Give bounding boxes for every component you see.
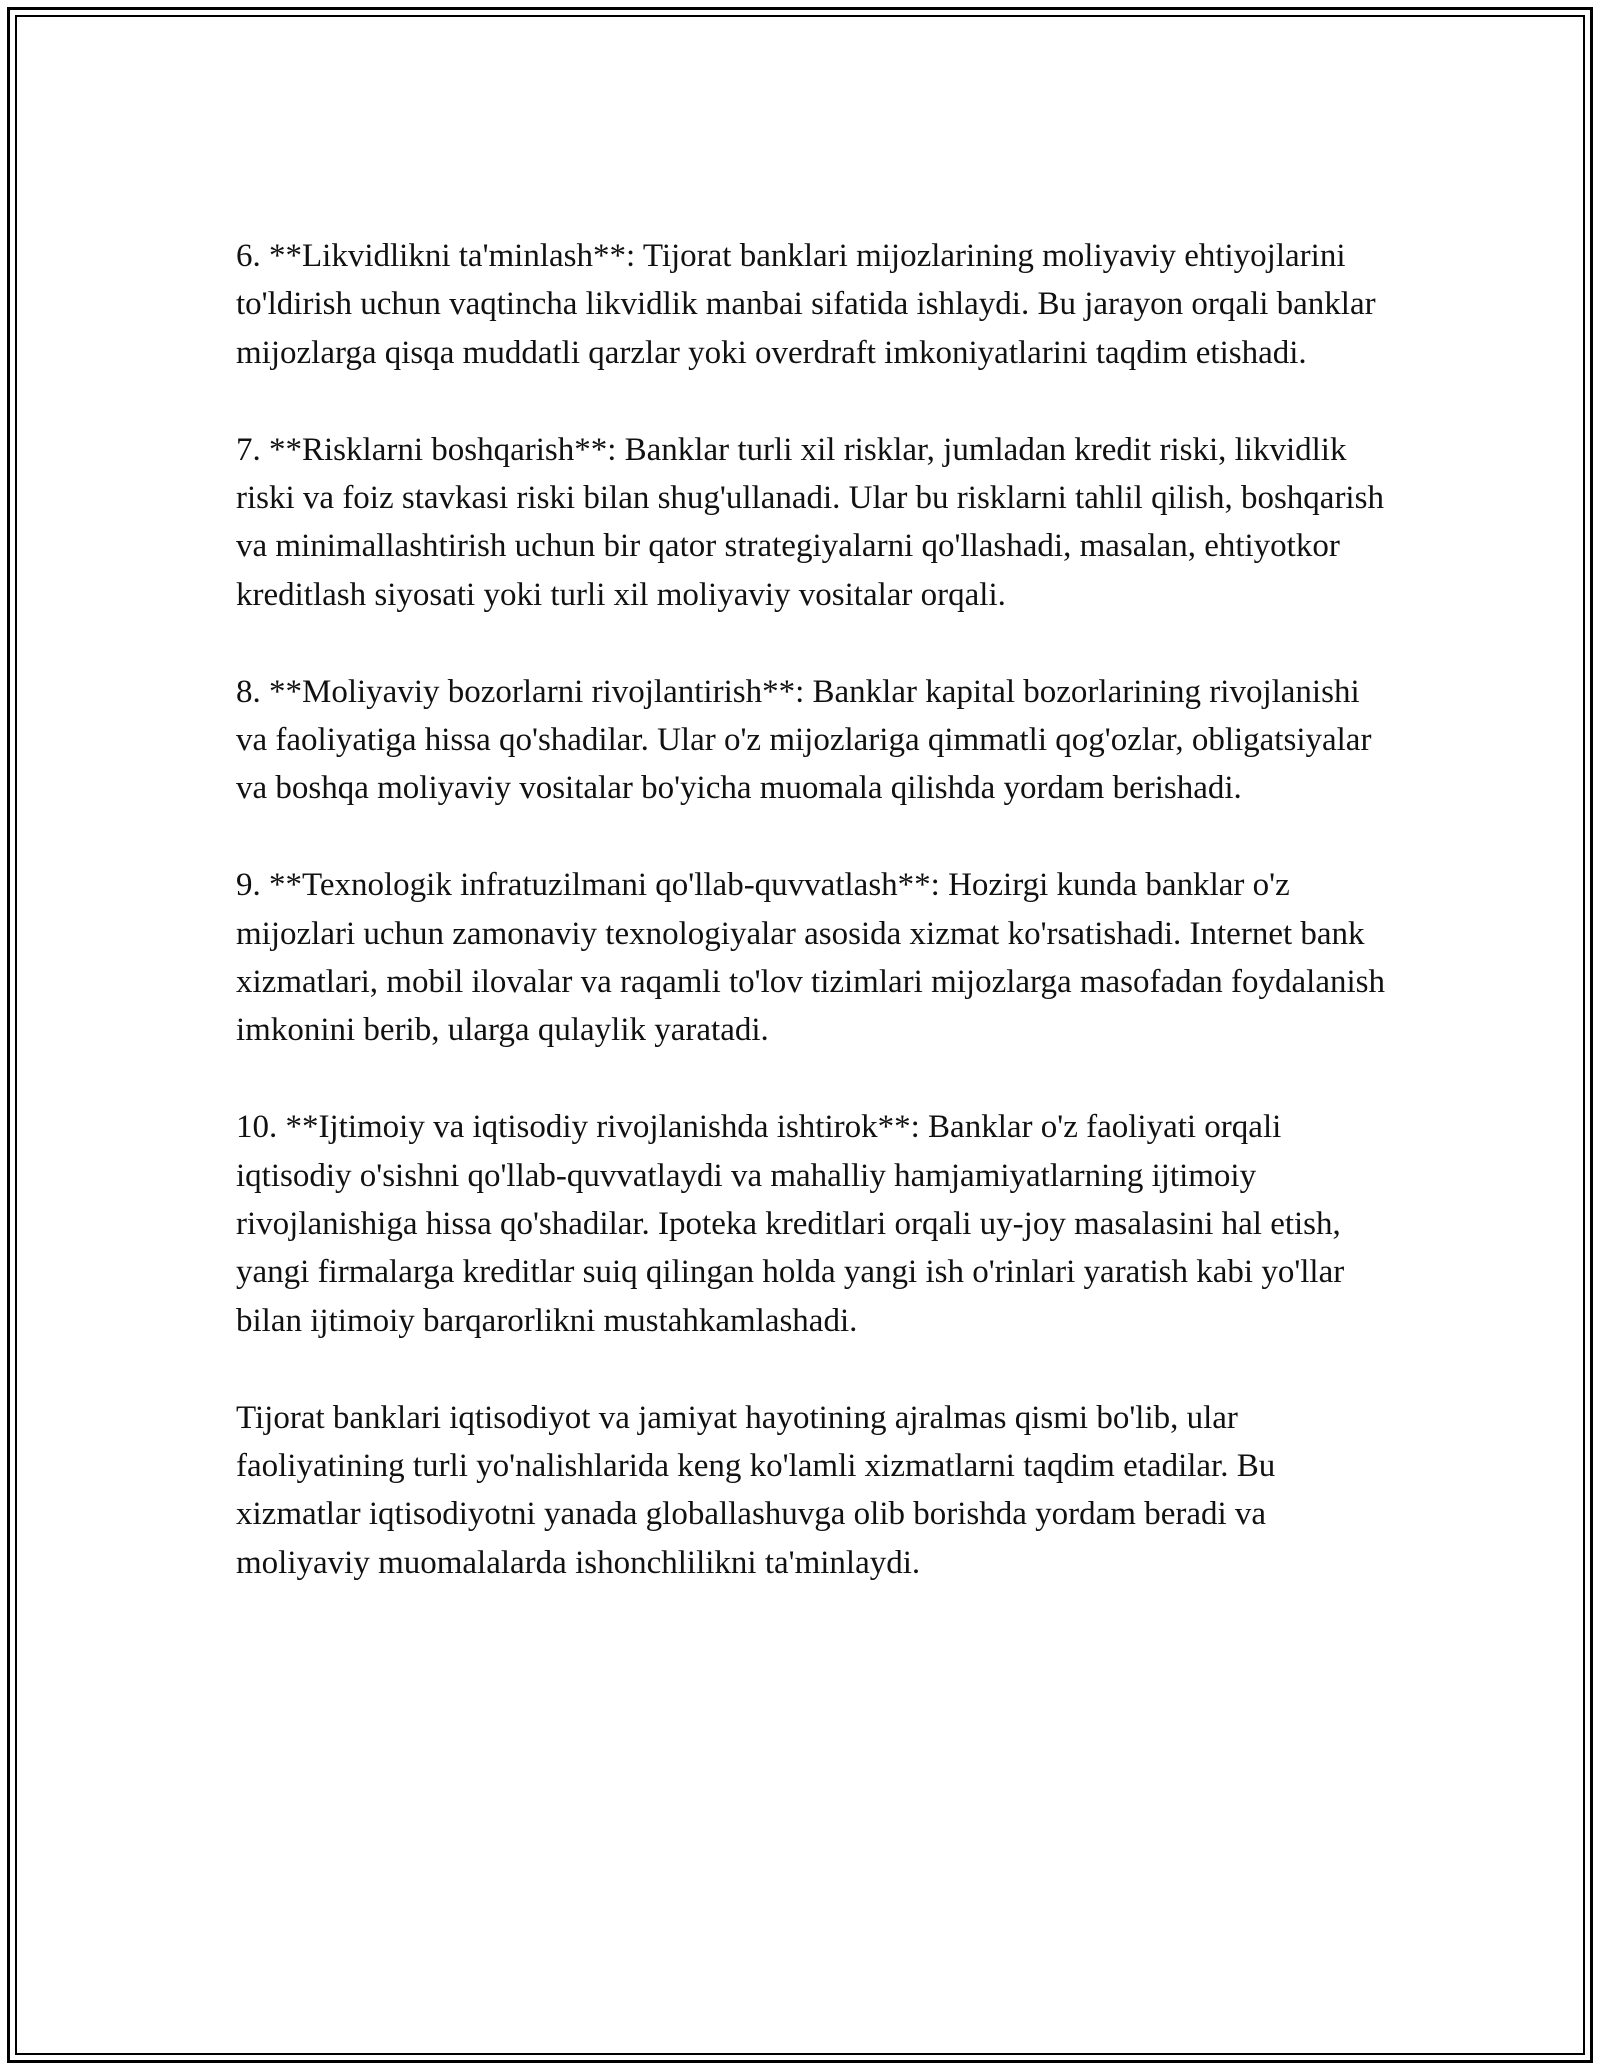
paragraph-social-development: 10. **Ijtimoiy va iqtisodiy rivojlanishda ishtirok**: Banklar o'z faoliyati orqali iqtisodiy o'sishni qo'llab-quvvatlaydi va mahalliy hamjamiyatlarning ijtimoiy rivojlanishiga hissa qo'shadilar. Ipoteka kreditlari orqali uy-joy masalasini hal etish, yangi firmalarga kreditlar suiq qilingan holda yangi ish o'rinlari yaratish kabi yo'llar bilan ijtimoiy barqarorlikni mustahkamlashadi. xyxy=(236,1109,1345,1339)
paragraph-technology: 9. **Texnologik infratuzilmani qo'llab-quvvatlash**: Hozirgi kunda banklar o'z mijozlari uchun zamonaviy texnologiyalar asosida xizmat ko'rsatishadi. Internet bank xizmatlari, mobil ilovalar va raqamli to'lov tizimlari mijozlarga masofadan foydalanish imkonini berib, ularga qulaylik yaratadi. xyxy=(236,867,1385,1049)
paragraph-risk-management: 7. **Risklarni boshqarish**: Banklar turli xil risklar, jumladan kredit riski, likvidlik riski va foiz stavkasi riski bilan shug'ullanadi. Ular bu risklarni tahlil qilish, boshqarish va minimallashtirish uchun bir qator strategiyalarni qo'llashadi, masalan, ehtiyotkor kreditlash siyosati yoki turli xil moliyaviy vositalar orqali. xyxy=(236,431,1384,613)
document-body xyxy=(236,232,1386,1587)
paragraph-conclusion: Tijorat banklari iqtisodiyot va jamiyat hayotining ajralmas qismi bo'lib, ular faoliyatining turli yo'nalishlarida keng ko'lamli xizmatlarni taqdim etadilar. Bu xizmatlar iqtisodiyotni yanada globallashuvga olib borishda yordam beradi va moliyaviy muomalalarda ishonchlilikni ta'minlaydi. xyxy=(236,1399,1276,1581)
paragraph-liquidity: 6. **Likvidlikni ta'minlash**: Tijorat banklari mijozlarining moliyaviy ehtiyojlarini to'ldirish uchun vaqtincha likvidlik manbai sifatida ishlaydi. Bu jarayon orqali banklar mijozlarga qisqa muddatli qarzlar yoki overdraft imkoniyatlarini taqdim etishadi. xyxy=(236,238,1376,371)
paragraph-financial-markets: 8. **Moliyaviy bozorlarni rivojlantirish**: Banklar kapital bozorlarining rivojlanishi va faoliyatiga hissa qo'shadilar. Ular o'z mijozlariga qimmatli qog'ozlar, obligatsiyalar va boshqa moliyaviy vositalar bo'yicha muomala qilishda yordam berishadi. xyxy=(236,673,1372,807)
